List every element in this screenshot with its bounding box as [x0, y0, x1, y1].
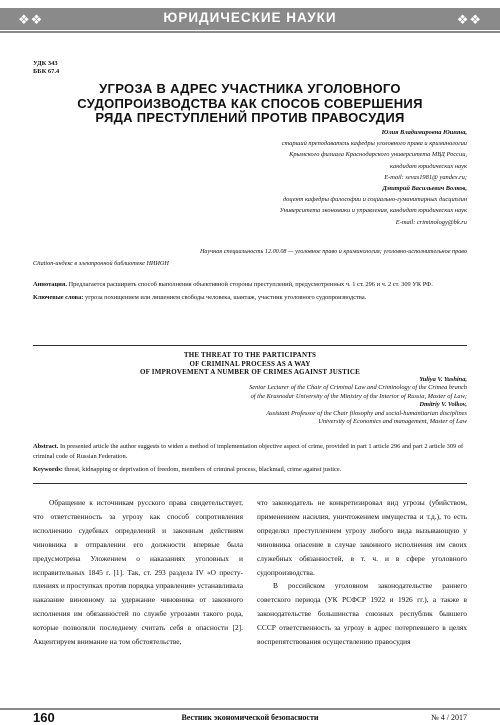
- section-title: ЮРИДИЧЕСКИЕ НАУКИ: [163, 10, 337, 25]
- author-name-en: Yuliya V. Yushina,: [419, 376, 467, 383]
- title-en-line: OF CRIMINAL PROCESS AS A WAY: [189, 359, 311, 368]
- authors-ru: [107, 127, 467, 228]
- author-affiliation-en: Senior Lecturer of the Chair of Criminal Law and Criminology of the Crimea branch: [249, 384, 467, 392]
- body-paragraph: В российском уголовном законодательстве раннего советского периода (УК РСФСР 1922 и 1926 гг.), а также в законодательстве большинства союзных республик бывшего СССР ответственность за угрозу в адрес потерпевшего в целях воспрепятствования осуществлению правосудия: [257, 581, 467, 647]
- annotation-text: Предлагается расширить способ выполнения объективной стороны преступлений, предусмотренных ч. 1 ст. 296 и ч. 2 ст. 309 УК РФ.: [66, 281, 433, 288]
- title-en-line: OF IMPROVEMENT A NUMBER OF CRIMES AGAINST JUSTICE: [139, 368, 361, 376]
- authors-en: [67, 376, 467, 426]
- section-header: [0, 8, 500, 34]
- header-ornament-right-icon: ❖❖: [456, 12, 482, 27]
- journal-name: Вестник экономической безопасности: [181, 713, 319, 722]
- body-column-left: Обращение к источникам русского права свидетельствует, что ответственность за угрозу как способ сопротивления исполнению судебных определений и законным действиям чиновника в отправлении его должности впервые была предусмотрена Уложением о наказаниях уголовных и исправительных 1845 г. [1]. Так, ст. 293 раздела IV «О преступлениях и проступках против порядка управления» устанавливала наказание виновному за удержание чиновника от законного исполнения им обязанностей по службе угрозами такого рода, которые позволяли последнему считать себя в опасности [2]. Акцентируем внимание на том обстоятельстве,: [33, 498, 243, 647]
- divider-bottom: [33, 483, 467, 484]
- author-affiliation: Крымского филиала Краснодарского университета МВД России,: [289, 151, 467, 159]
- title-ru-line: УГРОЗА В АДРЕС УЧАСТНИКА УГОЛОВНОГО: [99, 81, 401, 96]
- author-degree: кандидат юридических наук: [390, 162, 467, 170]
- annotation-label: Аннотация.: [33, 281, 67, 288]
- keywords-en-paragraph: [33, 465, 467, 475]
- specialty-info: [33, 246, 467, 270]
- title-en-line: THE THREAT TO THE PARTICIPANTS: [183, 351, 317, 359]
- article-title-en: [33, 351, 467, 377]
- udk-code: УДК 343: [33, 60, 58, 67]
- keywords-en-text: threat, kidnapping or deprivation of freedom, members of criminal process, blackmail, crime against justice.: [62, 466, 342, 473]
- author-email: E-mail: criminology@bk.ru: [395, 218, 467, 226]
- header-underline: [0, 31, 500, 33]
- title-ru-line: СУДОПРОИЗВОДСТВА КАК СПОСОБ СОВЕРШЕНИЯ: [77, 95, 423, 111]
- divider-top: [33, 345, 467, 346]
- author-affiliation-en: of the Krasnodar University of the Ministry of the Interior of Russia, Master of Law;: [250, 392, 467, 400]
- abstract-en: [33, 442, 467, 478]
- page-number: 160: [33, 710, 55, 725]
- keywords-ru-label: Ключевые слова:: [33, 293, 84, 301]
- abstract-en-paragraph: [33, 442, 467, 462]
- keywords-ru-paragraph: [33, 293, 467, 304]
- body-paragraph: что законодатель не конкретизировал вид угрозы (убийством, применением насилия, уничтожением имущества и т.д.), то есть определял преступлением угрозу любого вида вызывающую у чиновника опасение в случае законного исполнения им своих служебных обязанностей, в т. ч. и в сфере уголовного судопроизводства.: [257, 498, 467, 577]
- abstract-en-text: In presented article the author suggests to widen a method of implementation objective aspect of crime, provided in part 1 article 296 and part 2 article 309 of criminal code of Russian Federation.: [33, 443, 464, 460]
- author-email: E-mail: sevas1981@ yandex.ru;: [384, 173, 467, 181]
- author-affiliation-en: University of Economics and management, Master of Law: [318, 418, 467, 426]
- author-name: Дмитрий Васильевич Волков,: [382, 185, 467, 193]
- abstract-ru: [33, 280, 467, 305]
- body-column-right: [257, 496, 467, 649]
- keywords-en-label: Keywords:: [33, 466, 63, 473]
- abstract-en-label: Abstract.: [33, 443, 59, 450]
- issue-number: № 4 / 2017: [431, 713, 467, 722]
- title-ru-line: РЯДА ПРЕСТУПЛЕНИЙ ПРОТИВ ПРАВОСУДИЯ: [95, 110, 405, 125]
- article-title-ru: [30, 82, 470, 126]
- author-name-en: Dmitriy V. Volkov,: [419, 401, 467, 409]
- author-affiliation: старший преподаватель кафедры уголовного права и криминологии: [281, 140, 467, 148]
- header-ornament-left-icon: ❖❖: [18, 12, 44, 27]
- annotation-paragraph: [33, 280, 467, 291]
- citation-index-line: Citation-индекс в электронной библиотеке НИИОН: [33, 260, 169, 267]
- specialty-line: Научная специальность 12.00.08 — уголовное право и криминология; уголовно-исполнительное право: [199, 248, 467, 255]
- author-name: Юлия Владимировна Юшина,: [381, 129, 467, 136]
- author-affiliation-en: Assistant Professor of the Chair filosophy and social-humanitarian disciplines: [266, 409, 467, 417]
- keywords-ru-text: угроза похищением или лишением свободы человека, шантаж, участник уголовного судопроизводства.: [83, 293, 367, 301]
- author-affiliation: Университета экономики и управления, кандидат юридических наук: [279, 207, 467, 215]
- page-footer: [0, 708, 500, 725]
- classification-codes: [33, 60, 59, 76]
- author-affiliation: доцент кафедры философии и социально-гуманитарных дисциплин: [282, 196, 467, 204]
- bbk-code: ББК 67.4: [33, 68, 60, 75]
- footer-rule: [0, 708, 500, 710]
